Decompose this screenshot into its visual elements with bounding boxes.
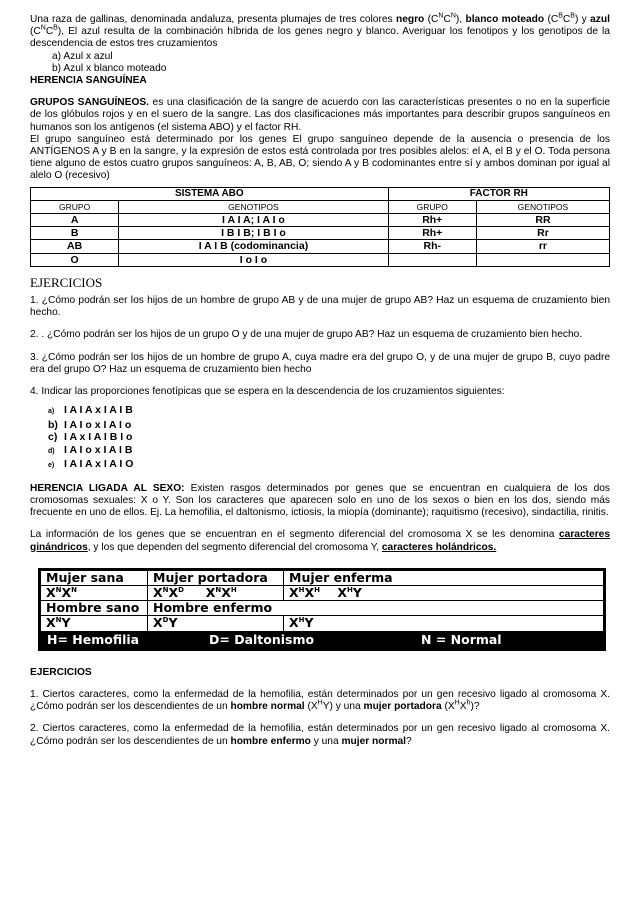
- list-item: a) I A I A x I A I B: [48, 404, 133, 417]
- hemophilia-genotype-table: Mujer sana Mujer portadora Mujer enferma $X^NX^N$ $X^NX^D$ $X^NX^H$ $X^HX^H$ $X^HY$ Hombre sano Hombre enfermo $X^NY$ $X^DY$ $X^HY$ H= Hemofilia D= Daltonismo N = Normal: [38, 568, 606, 651]
- exercise-hemofilia-1: 1. Ciertos caracteres, como la enfermedad de la hemofilia, están determinados por un gen recesivo ligado al cromosoma X. ¿Cómo podrán ser los descendientes de un hombre normal $(X^HY)$ y una mujer portadora $(X^HX^h)$?: [30, 689, 610, 713]
- exercise-4: 4. Indicar las proporciones fenotípicas que se espera en la descendencia de los cruzamientos siguientes:: [30, 386, 505, 398]
- exercise-hemofilia-2: 2. Ciertos caracteres, como la enfermedad de la hemofilia, están determinados por un gen recesivo ligado al cromosoma X. ¿Cómo podrán ser los descendientes de un hombre enfermo y una mujer normal?: [30, 723, 610, 747]
- section-title-ejercicios: EJERCICIOS: [30, 274, 103, 290]
- table-row: O I o I o: [31, 253, 610, 266]
- document-page: [30, 14, 610, 748]
- list-item: b) Azul x blanco moteado: [52, 62, 167, 74]
- cell-mujer-portadora: Mujer portadora: [148, 571, 284, 585]
- col-genotipos-rh: GENOTIPOS: [476, 200, 609, 213]
- cell-mujer-enferma: Mujer enferma: [289, 569, 393, 585]
- header-sistema-abo: SISTEMA ABO: [31, 187, 389, 200]
- list-item: c) I A x I A I B I o: [48, 431, 133, 444]
- list-item: d) I A I o x I A I B: [48, 443, 133, 456]
- col-grupo-rh: GRUPO: [388, 200, 476, 213]
- hemophilia-legend: H= Hemofilia D= Daltonismo N = Normal: [41, 632, 603, 648]
- list-item: e) I A I A x I A I O: [48, 458, 134, 471]
- cell-hombre-sano: Hombre sano: [41, 601, 148, 615]
- col-grupo: GRUPO: [31, 200, 119, 213]
- blood-group-table: [30, 187, 610, 267]
- section-title-herencia-sanguinea: HERENCIA SANGUÍNEA: [30, 75, 147, 87]
- header-factor-rh: FACTOR RH: [388, 187, 609, 200]
- grupos-paragraph: GRUPOS SANGUÍNEOS. es una clasificación de la sangre de acuerdo con las características presentes o no en la superficie de los glóbulos rojos y en el suero de la sangre. Las dos clasificaciones más importantes para describir grupos sanguíneos en humanos son los antígenos (el sistema ABO) y el factor RH.: [30, 97, 610, 133]
- exercise-1: 1. ¿Cómo podrán ser los hijos de un hombre de grupo AB y de una mujer de grupo AB? Haz un esquema de cruzamiento bien hecho.: [30, 295, 610, 319]
- intro-list: [52, 51, 610, 75]
- col-genotipos: GENOTIPOS: [119, 200, 388, 213]
- list-item: a) Azul x azul: [52, 50, 113, 62]
- section-title-ejercicios-2: EJERCICIOS: [30, 666, 92, 678]
- cell-hombre-enfermo: Hombre enfermo: [153, 600, 273, 616]
- grupo-determinacion-paragraph: El grupo sanguíneo está determinado por los genes El grupo sanguíneo depende de la ausencia o presencia de los ANTÍGENOS A y B en la sangre, y la expresión de estos está controlada por tres posibles alelos: el A, el B y el O. Toda persona tiene alguno de estos cuatro grupos sanguíneos: A, B, AB, O; siendo A y B codominantes entre sí y ambos dominan por igual al alelo O (recesivo): [30, 133, 610, 182]
- exercise-2: 2. . ¿Cómo podrán ser los hijos de un grupo O y de una mujer de grupo AB? Haz un esquema de cruzamiento bien hecho.: [30, 329, 583, 341]
- exercise-3: 3. ¿Cómo podrán ser los hijos de un hombre de grupo A, cuya madre era del grupo O, y de una mujer de grupo B, cuyo padre era del grupo O? Haz un esquema de cruzamiento bien hecho: [30, 351, 610, 375]
- table-row: B I B I B; I B I o Rh+ Rr: [31, 227, 610, 240]
- ligada-sexo-paragraph: HERENCIA LIGADA AL SEXO: Existen rasgos determinados por genes que se encuentran en cualquiera de los dos cromosomas sexuales: X o Y. Son los caracteres que aparecen solo en uno de los sexos o bien en los dos, siendo más frecuente en uno de ellos. Ej. La hemofilia, el daltonismo, ictiosis, la miopía (dominante); raquitismo (recesivo), sindactilia, rinitis.: [30, 482, 610, 519]
- table-row: A I A I A; I A I o Rh+ RR: [31, 214, 610, 227]
- list-item: b) I A I o x I A I o: [48, 418, 132, 431]
- ginandricos-paragraph: La información de los genes que se encuentran en el segmento diferencial del cromosoma X se les denomina caracteres ginándricos, y los que dependen del segmento diferencial del cromosoma Y, caracteres holándricos.: [30, 529, 610, 553]
- cell-mujer-sana: Mujer sana: [41, 571, 148, 585]
- table-row: AB I A I B (codominancia) Rh- rr: [31, 240, 610, 253]
- cross-list: [48, 404, 610, 473]
- intro-paragraph: Una raza de gallinas, denominada andaluza, presenta plumajes de tres colores negro $(C^NC^N)$, blanco moteado $(C^BC^B)$ y azul $(C^NC^B)$, El azul resulta de la combinación híbrida de los genes negro y blanco. Averiguar los fenotipos y los genotipos de la descendencia de estos tres cruzamientos: [30, 12, 610, 50]
